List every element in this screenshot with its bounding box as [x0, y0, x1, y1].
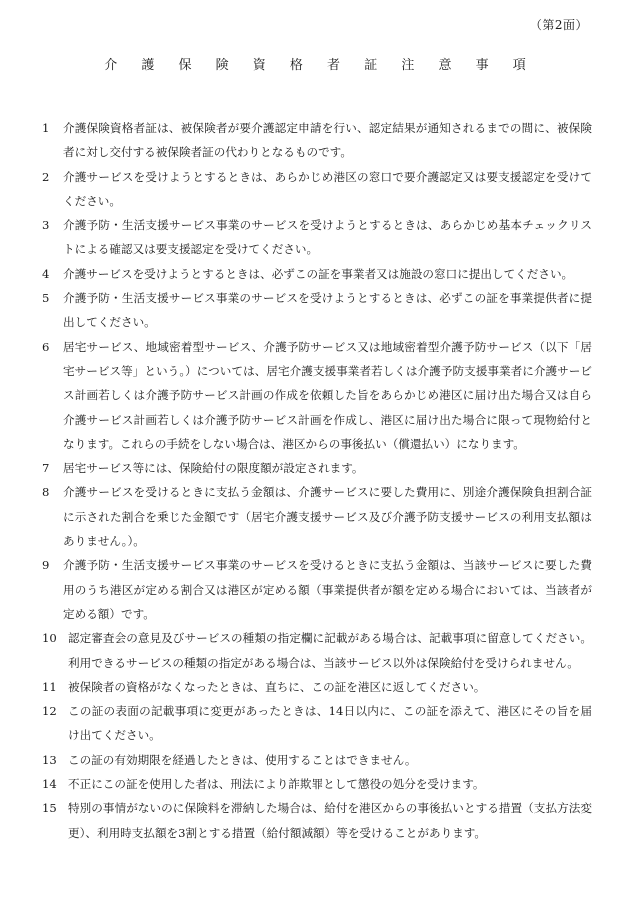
item-number: 8 [42, 485, 50, 500]
item-text: 介護保険資格者証は、被保険者が要介護認定申請を行い、認定結果が通知されるまでの間に、被保険者に対し交付する被保険者証の代わりとなるものです。 [63, 121, 592, 160]
item-text: この証の有効期限を経過したときは、使用することはできません。 [68, 752, 417, 767]
item-number: 4 [42, 266, 50, 281]
list-item [42, 699, 592, 748]
item-number: 2 [42, 169, 50, 184]
item-text: この証の表面の記載事項に変更があったときは、14日以内に、この証を添えて、港区にその旨を届け出てください。 [68, 704, 592, 743]
item-text: 居宅サービス等には、保険給付の限度額が設定されます。 [63, 461, 364, 476]
list-item [42, 675, 592, 699]
item-number: 6 [42, 339, 50, 354]
list-item [42, 213, 592, 262]
item-number: 9 [42, 558, 50, 573]
item-number: 10 [42, 631, 57, 646]
item-text: 介護サービスを受けようとするときは、あらかじめ港区の窓口で要介護認定又は要支援認定を受けてください。 [63, 169, 592, 208]
item-text: 介護サービスを受けようとするときは、必ずこの証を事業者又は施設の窓口に提出してください。 [63, 266, 574, 281]
list-item [42, 626, 592, 675]
item-number: 14 [42, 777, 57, 792]
item-number: 12 [42, 704, 57, 719]
list-item [42, 772, 592, 796]
item-number: 1 [42, 121, 50, 135]
list-item [42, 335, 592, 456]
list-item [42, 262, 592, 286]
item-text: 介護予防・生活支援サービス事業のサービスを受けるときに支払う金額は、当該サービスに要した費用のうち港区が定める割合又は港区が定める額（事業提供者が額を定める場合においては、当該者が定める額）です。 [63, 558, 592, 621]
item-text: 居宅サービス、地域密着型サービス、介護予防サービス又は地域密着型介護予防サービス（以下「居宅サービス等」という。）については、居宅介護支援事業者若しくは介護予防支援事業者に介護サービス計画若しくは介護予防サービス計画の作成を依頼した旨をあらかじめ港区に届け出た場合又は自ら介護サービス計画若しくは介護予防サービス計画を作成し、港区に届け出た場合に限って現物給付となります。これらの手続をしない場合は、港区からの事後払い（償還払い）になります。 [63, 339, 592, 451]
page-number: （第2面） [529, 18, 588, 32]
item-number: 5 [42, 291, 50, 306]
list-item [42, 553, 592, 626]
list-item [42, 116, 592, 165]
item-number: 13 [42, 752, 57, 767]
list-item [42, 286, 592, 335]
list-item [42, 480, 592, 553]
item-text: 特別の事情がないのに保険料を滞納した場合は、給付を港区からの事後払いとする措置（支払方法変更）、利用時支払額を3割とする措置（給付額減額）等を受けることがあります。 [68, 801, 592, 840]
item-text: 介護予防・生活支援サービス事業のサービスを受けようとするときは、必ずこの証を事業提供者に提出してください。 [63, 291, 592, 330]
item-text: 不正にこの証を使用した者は、刑法により詐欺罪として懲役の処分を受けます。 [68, 777, 485, 792]
item-number: 11 [42, 679, 57, 694]
page-title: 介 護 保 険 資 格 者 証 注 意 事 項 [104, 58, 536, 73]
list-item [42, 165, 592, 214]
item-text: 介護予防・生活支援サービス事業のサービスを受けようとするときは、あらかじめ基本チェックリストによる確認又は要支援認定を受けてください。 [63, 218, 592, 257]
item-text: 被保険者の資格がなくなったときは、直ちに、この証を港区に返してください。 [68, 679, 486, 694]
item-number: 15 [42, 801, 57, 816]
list-item [42, 796, 592, 845]
item-text: 介護サービスを受けるときに支払う金額は、介護サービスに要した費用に、別途介護保険負担割合証に示された割合を乗じた金額です（居宅介護支援サービス及び介護予防支援サービスの利用支払額はありません。）。 [63, 485, 592, 549]
item-number: 7 [42, 461, 50, 476]
item-text: 認定審査会の意見及びサービスの種類の指定欄に記載がある場合は、記載事項に留意してください。利用できるサービスの種類の指定がある場合は、当該サービス以外は保険給付を受けられません。 [68, 631, 592, 670]
list-item [42, 748, 592, 772]
item-number: 3 [42, 218, 50, 233]
list-item [42, 456, 592, 480]
notice-list [42, 116, 592, 845]
